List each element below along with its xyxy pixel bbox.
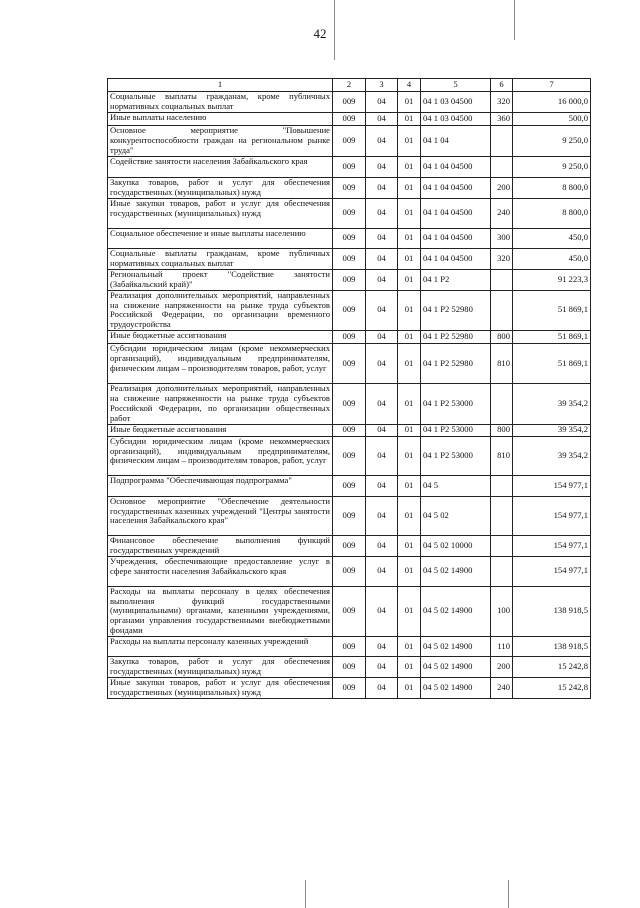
table-row — [108, 384, 591, 425]
table-row — [108, 556, 591, 586]
row-subsection-code: 01 — [398, 586, 421, 636]
row-name: Закупка товаров, работ и услуг для обеспечения государственных (муниципальных) нужд — [108, 657, 333, 678]
row-ministry-code: 009 — [333, 475, 366, 496]
row-expense-type — [491, 535, 513, 556]
row-name: Основное мероприятие "Повышение конкурентоспособности граждан на региональном рынке труда" — [108, 126, 333, 157]
row-section-code: 04 — [366, 496, 398, 535]
row-expense-type: 810 — [491, 436, 513, 475]
row-target-article: 04 1 04 04500 — [421, 177, 491, 198]
row-subsection-code: 01 — [398, 290, 421, 331]
row-name: Субсидии юридическим лицам (кроме некоммерческих организаций), индивидуальным предпринимателям, физическим лицам – производителям товаров, работ, услуг — [108, 344, 333, 384]
table-row — [108, 198, 591, 228]
row-target-article: 04 1 03 04500 — [421, 113, 491, 126]
row-section-code: 04 — [366, 424, 398, 436]
table-row — [108, 248, 591, 269]
row-section-code: 04 — [366, 198, 398, 228]
row-target-article: 04 1 P2 52980 — [421, 290, 491, 331]
row-subsection-code: 01 — [398, 678, 421, 699]
table-row — [108, 92, 591, 113]
row-amount: 15 242,8 — [513, 678, 591, 699]
row-section-code: 04 — [366, 126, 398, 157]
row-target-article: 04 1 P2 53000 — [421, 424, 491, 436]
row-ministry-code: 009 — [333, 344, 366, 384]
scan-artifact-line — [305, 880, 306, 908]
row-amount: 51 869,1 — [513, 331, 591, 344]
row-name: Иные закупки товаров, работ и услуг для обеспечения государственных (муниципальных) нужд — [108, 198, 333, 228]
row-name: Финансовое обеспечение выполнения функций государственных учреждений — [108, 535, 333, 556]
row-subsection-code: 01 — [398, 344, 421, 384]
row-section-code: 04 — [366, 637, 398, 657]
table-row — [108, 290, 591, 331]
row-name: Расходы на выплаты персоналу в целях обеспечения выполнения функций государственными (муниципальными) органами, казенными учреждениями, органами управления государственными внебюджетными фондами — [108, 586, 333, 636]
row-name: Расходы на выплаты персоналу казенных учреждений — [108, 637, 333, 657]
table-row — [108, 637, 591, 657]
row-subsection-code: 01 — [398, 269, 421, 290]
row-amount: 16 000,0 — [513, 92, 591, 113]
column-header: 7 — [513, 79, 591, 92]
table-row — [108, 436, 591, 475]
row-expense-type — [491, 126, 513, 157]
row-name: Основное мероприятие "Обеспечение деятельности государственных казенных учреждений "Центры занятости населения Забайкальского края" — [108, 496, 333, 535]
row-target-article: 04 5 — [421, 475, 491, 496]
row-name: Социальное обеспечение и иные выплаты населению — [108, 228, 333, 248]
row-name: Содействие занятости населения Забайкальского края — [108, 156, 333, 177]
budget-table — [107, 78, 591, 699]
row-expense-type — [491, 496, 513, 535]
table-row — [108, 126, 591, 157]
row-ministry-code: 009 — [333, 331, 366, 344]
row-ministry-code: 009 — [333, 113, 366, 126]
row-expense-type — [491, 384, 513, 425]
row-section-code: 04 — [366, 344, 398, 384]
table-row — [108, 535, 591, 556]
row-target-article: 04 5 02 14900 — [421, 657, 491, 678]
row-section-code: 04 — [366, 535, 398, 556]
table-row — [108, 496, 591, 535]
row-ministry-code: 009 — [333, 496, 366, 535]
row-name: Иные закупки товаров, работ и услуг для обеспечения государственных (муниципальных) нужд — [108, 678, 333, 699]
row-subsection-code: 01 — [398, 436, 421, 475]
row-section-code: 04 — [366, 678, 398, 699]
row-target-article: 04 1 04 04500 — [421, 156, 491, 177]
scan-artifact-line — [514, 0, 515, 40]
row-subsection-code: 01 — [398, 331, 421, 344]
row-expense-type — [491, 156, 513, 177]
row-section-code: 04 — [366, 248, 398, 269]
row-expense-type: 360 — [491, 113, 513, 126]
row-subsection-code: 01 — [398, 424, 421, 436]
row-expense-type: 240 — [491, 678, 513, 699]
header-row — [108, 79, 591, 92]
row-expense-type: 810 — [491, 344, 513, 384]
row-section-code: 04 — [366, 384, 398, 425]
row-section-code: 04 — [366, 475, 398, 496]
row-section-code: 04 — [366, 228, 398, 248]
table-row — [108, 344, 591, 384]
row-subsection-code: 01 — [398, 177, 421, 198]
row-ministry-code: 009 — [333, 678, 366, 699]
table-row — [108, 269, 591, 290]
row-subsection-code: 01 — [398, 535, 421, 556]
row-ministry-code: 009 — [333, 290, 366, 331]
row-subsection-code: 01 — [398, 248, 421, 269]
row-name: Иные бюджетные ассигнования — [108, 424, 333, 436]
row-subsection-code: 01 — [398, 126, 421, 157]
table-row — [108, 113, 591, 126]
row-name: Подпрограмма "Обеспечивающая подпрограмма" — [108, 475, 333, 496]
table-row — [108, 657, 591, 678]
row-section-code: 04 — [366, 556, 398, 586]
row-ministry-code: 009 — [333, 228, 366, 248]
row-subsection-code: 01 — [398, 384, 421, 425]
row-ministry-code: 009 — [333, 657, 366, 678]
row-amount: 138 918,5 — [513, 586, 591, 636]
row-section-code: 04 — [366, 290, 398, 331]
row-expense-type: 800 — [491, 331, 513, 344]
row-target-article: 04 5 02 14900 — [421, 637, 491, 657]
row-expense-type: 200 — [491, 177, 513, 198]
page-number: 42 — [313, 26, 327, 41]
row-name: Субсидии юридическим лицам (кроме некоммерческих организаций), индивидуальным предпринимателям, физическим лицам – производителям товаров, работ, услуг — [108, 436, 333, 475]
row-name: Реализация дополнительных мероприятий, направленных на снижение напряженности на рынке труда субъектов Российской Федерации, по организации общественных работ — [108, 384, 333, 425]
row-amount: 154 977,1 — [513, 496, 591, 535]
row-name: Региональный проект "Содействие занятости (Забайкальский край)" — [108, 269, 333, 290]
row-ministry-code: 009 — [333, 637, 366, 657]
row-target-article: 04 5 02 — [421, 496, 491, 535]
row-name: Реализация дополнительных мероприятий, направленных на снижение напряженности на рынке труда субъектов Российской Федерации, по организации временного трудоустройства — [108, 290, 333, 331]
column-header: 3 — [366, 79, 398, 92]
row-subsection-code: 01 — [398, 198, 421, 228]
row-amount: 8 800,0 — [513, 198, 591, 228]
row-expense-type: 800 — [491, 424, 513, 436]
table-row — [108, 475, 591, 496]
row-section-code: 04 — [366, 156, 398, 177]
row-amount: 138 918,5 — [513, 637, 591, 657]
row-name: Закупка товаров, работ и услуг для обеспечения государственных (муниципальных) нужд — [108, 177, 333, 198]
row-subsection-code: 01 — [398, 556, 421, 586]
row-amount: 51 869,1 — [513, 290, 591, 331]
row-target-article: 04 1 03 04500 — [421, 92, 491, 113]
row-target-article: 04 1 P2 53000 — [421, 436, 491, 475]
row-subsection-code: 01 — [398, 156, 421, 177]
row-ministry-code: 009 — [333, 436, 366, 475]
row-ministry-code: 009 — [333, 586, 366, 636]
row-expense-type: 300 — [491, 228, 513, 248]
row-name: Иные бюджетные ассигнования — [108, 331, 333, 344]
row-expense-type: 320 — [491, 92, 513, 113]
row-name: Иные выплаты населению — [108, 113, 333, 126]
table-row — [108, 424, 591, 436]
table-row — [108, 228, 591, 248]
scan-artifact-line — [508, 880, 509, 908]
row-ministry-code: 009 — [333, 556, 366, 586]
row-target-article: 04 1 P2 53000 — [421, 384, 491, 425]
row-amount: 500,0 — [513, 113, 591, 126]
row-name: Социальные выплаты гражданам, кроме публичных нормативных социальных выплат — [108, 92, 333, 113]
row-target-article: 04 5 02 14900 — [421, 556, 491, 586]
row-section-code: 04 — [366, 586, 398, 636]
row-target-article: 04 1 P2 52980 — [421, 331, 491, 344]
row-expense-type — [491, 269, 513, 290]
row-amount: 15 242,8 — [513, 657, 591, 678]
row-section-code: 04 — [366, 269, 398, 290]
row-amount: 9 250,0 — [513, 156, 591, 177]
row-section-code: 04 — [366, 113, 398, 126]
row-subsection-code: 01 — [398, 496, 421, 535]
row-expense-type — [491, 290, 513, 331]
row-target-article: 04 1 04 04500 — [421, 198, 491, 228]
row-subsection-code: 01 — [398, 228, 421, 248]
row-subsection-code: 01 — [398, 113, 421, 126]
row-amount: 39 354,2 — [513, 424, 591, 436]
row-expense-type: 240 — [491, 198, 513, 228]
row-expense-type — [491, 475, 513, 496]
table-row — [108, 586, 591, 636]
row-section-code: 04 — [366, 331, 398, 344]
row-target-article: 04 1 P2 52980 — [421, 344, 491, 384]
row-subsection-code: 01 — [398, 475, 421, 496]
row-amount: 154 977,1 — [513, 535, 591, 556]
row-amount: 154 977,1 — [513, 475, 591, 496]
row-ministry-code: 009 — [333, 92, 366, 113]
column-header: 5 — [421, 79, 491, 92]
row-amount: 39 354,2 — [513, 384, 591, 425]
row-name: Учреждения, обеспечивающие предоставление услуг в сфере занятости населения Забайкальского края — [108, 556, 333, 586]
row-ministry-code: 009 — [333, 384, 366, 425]
row-subsection-code: 01 — [398, 92, 421, 113]
row-subsection-code: 01 — [398, 637, 421, 657]
row-ministry-code: 009 — [333, 269, 366, 290]
row-section-code: 04 — [366, 436, 398, 475]
row-ministry-code: 009 — [333, 248, 366, 269]
row-amount: 450,0 — [513, 228, 591, 248]
row-target-article: 04 1 04 04500 — [421, 228, 491, 248]
row-amount: 8 800,0 — [513, 177, 591, 198]
table-row — [108, 331, 591, 344]
row-target-article: 04 1 04 04500 — [421, 248, 491, 269]
row-section-code: 04 — [366, 657, 398, 678]
row-target-article: 04 5 02 14900 — [421, 678, 491, 699]
column-header: 6 — [491, 79, 513, 92]
column-header: 4 — [398, 79, 421, 92]
table-row — [108, 156, 591, 177]
row-amount: 91 223,3 — [513, 269, 591, 290]
row-amount: 9 250,0 — [513, 126, 591, 157]
row-section-code: 04 — [366, 177, 398, 198]
column-header: 2 — [333, 79, 366, 92]
row-target-article: 04 1 04 — [421, 126, 491, 157]
scan-artifact-line — [334, 0, 335, 60]
row-target-article: 04 1 P2 — [421, 269, 491, 290]
row-expense-type: 100 — [491, 586, 513, 636]
row-ministry-code: 009 — [333, 198, 366, 228]
row-amount: 39 354,2 — [513, 436, 591, 475]
table-row — [108, 177, 591, 198]
row-expense-type: 110 — [491, 637, 513, 657]
row-ministry-code: 009 — [333, 156, 366, 177]
row-amount: 154 977,1 — [513, 556, 591, 586]
row-section-code: 04 — [366, 92, 398, 113]
row-subsection-code: 01 — [398, 657, 421, 678]
row-ministry-code: 009 — [333, 126, 366, 157]
row-ministry-code: 009 — [333, 424, 366, 436]
row-ministry-code: 009 — [333, 535, 366, 556]
table-body — [108, 92, 591, 699]
table-row — [108, 678, 591, 699]
row-expense-type: 200 — [491, 657, 513, 678]
row-ministry-code: 009 — [333, 177, 366, 198]
row-target-article: 04 5 02 10000 — [421, 535, 491, 556]
row-amount: 450,0 — [513, 248, 591, 269]
row-target-article: 04 5 02 14900 — [421, 586, 491, 636]
row-name: Социальные выплаты гражданам, кроме публичных нормативных социальных выплат — [108, 248, 333, 269]
row-amount: 51 869,1 — [513, 344, 591, 384]
row-expense-type — [491, 556, 513, 586]
column-header: 1 — [108, 79, 333, 92]
row-expense-type: 320 — [491, 248, 513, 269]
